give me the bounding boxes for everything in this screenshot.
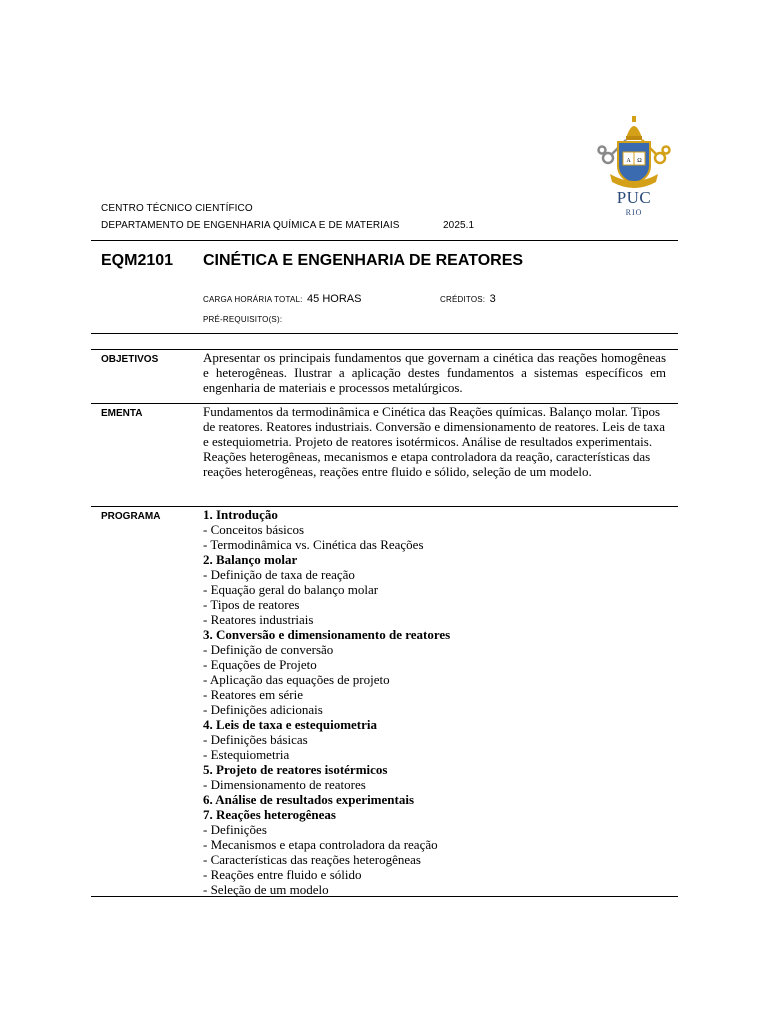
- programa-topic-heading: 7. Reações heterogêneas: [203, 807, 336, 822]
- programa-subtopic: - Seleção de um modelo: [203, 882, 329, 897]
- programa-subtopic: - Equações de Projeto: [203, 657, 317, 672]
- programa-topic-heading: 5. Projeto de reatores isotérmicos: [203, 762, 388, 777]
- logo-wordmark: PUC: [616, 188, 652, 207]
- course-title: CINÉTICA E ENGENHARIA DE REATORES: [203, 252, 524, 269]
- programa-subtopic: - Mecanismos e etapa controladora da reação: [203, 837, 438, 852]
- programa-subtopic: - Reatores industriais: [203, 612, 314, 627]
- hours-row: [203, 289, 361, 307]
- puc-crest-icon: [596, 112, 672, 192]
- credits-label: CRÉDITOS:: [440, 295, 486, 304]
- programa-subtopic: - Conceitos básicos: [203, 522, 305, 537]
- programa-topic-heading: 4. Leis de taxa e estequiometria: [203, 717, 378, 732]
- prereq-label: PRÉ-REQUISITO(S):: [203, 315, 283, 324]
- programa-list: [203, 507, 673, 897]
- programa-subtopic: - Definições básicas: [203, 732, 308, 747]
- objetivos-label: OBJETIVOS: [101, 354, 159, 365]
- programa-subtopic: - Tipos de reatores: [203, 597, 300, 612]
- programa-subtopic: - Características das reações heterogêneas: [203, 852, 421, 867]
- programa-subtopic: - Reatores em série: [203, 687, 303, 702]
- credits-value: 3: [489, 293, 496, 305]
- programa-subtopic: - Aplicação das equações de projeto: [203, 672, 390, 687]
- programa-topic-heading: 3. Conversão e dimensionamento de reatores: [203, 627, 451, 642]
- programa-topic-heading: 2. Balanço molar: [203, 552, 298, 567]
- center-name: CENTRO TÉCNICO CIENTÍFICO: [101, 203, 253, 214]
- programa-subtopic: - Definição de taxa de reação: [203, 567, 355, 582]
- footer-divider: [91, 896, 678, 897]
- credits-row: [440, 289, 496, 307]
- course-code: EQM2101: [101, 252, 174, 269]
- svg-text:Ω: Ω: [637, 158, 642, 164]
- department-name: DEPARTAMENTO DE ENGENHARIA QUÍMICA E DE MATERIAIS: [101, 220, 400, 231]
- programa-subtopic: - Definições: [203, 822, 267, 837]
- programa-label: PROGRAMA: [101, 511, 161, 522]
- programa-subtopic: - Definição de conversão: [203, 642, 334, 657]
- programa-subtopic: - Termodinâmica vs. Cinética das Reações: [203, 537, 424, 552]
- ementa-label: EMENTA: [101, 408, 143, 419]
- programa-subtopic: - Estequiometria: [203, 747, 290, 762]
- programa-subtopic: - Equação geral do balanço molar: [203, 582, 379, 597]
- programa-topic-heading: 1. Introdução: [203, 507, 278, 522]
- svg-text:A: A: [626, 158, 631, 164]
- course-divider: [91, 333, 678, 334]
- programa-subtopic: - Reações entre fluido e sólido: [203, 867, 362, 882]
- programa-subtopic: - Dimensionamento de reatores: [203, 777, 366, 792]
- objetivos-text: Apresentar os principais fundamentos que governam a cinética das reações homogêneas e heterogêneas. Ilustrar a aplicação destes fundamentos a sistemas específicos em engenharia de materiais e processos metalúrgicos.: [203, 350, 666, 395]
- term: 2025.1: [443, 220, 475, 231]
- programa-subtopic: - Definições adicionais: [203, 702, 323, 717]
- logo-subtext: RIO: [625, 208, 643, 217]
- programa-topic-heading: 6. Análise de resultados experimentais: [203, 792, 415, 807]
- hours-value: 45 HORAS: [307, 293, 362, 305]
- header-divider: [91, 240, 678, 241]
- hours-label: CARGA HORÁRIA TOTAL:: [203, 295, 303, 304]
- ementa-text: Fundamentos da termodinâmica e Cinética das Reações químicas. Balanço molar. Tipos de reatores. Reatores industriais. Conversão e dimensionamento de reatores. Leis de taxa e estequiometria. Projeto de reatores isotérmicos. Análise de resultados experimentais. Reações heterogêneas, mecanismos e etapa controladora da reação, características das reações heterogêneas, reações entre fluido e sólido, seleção de um modelo.: [203, 404, 666, 479]
